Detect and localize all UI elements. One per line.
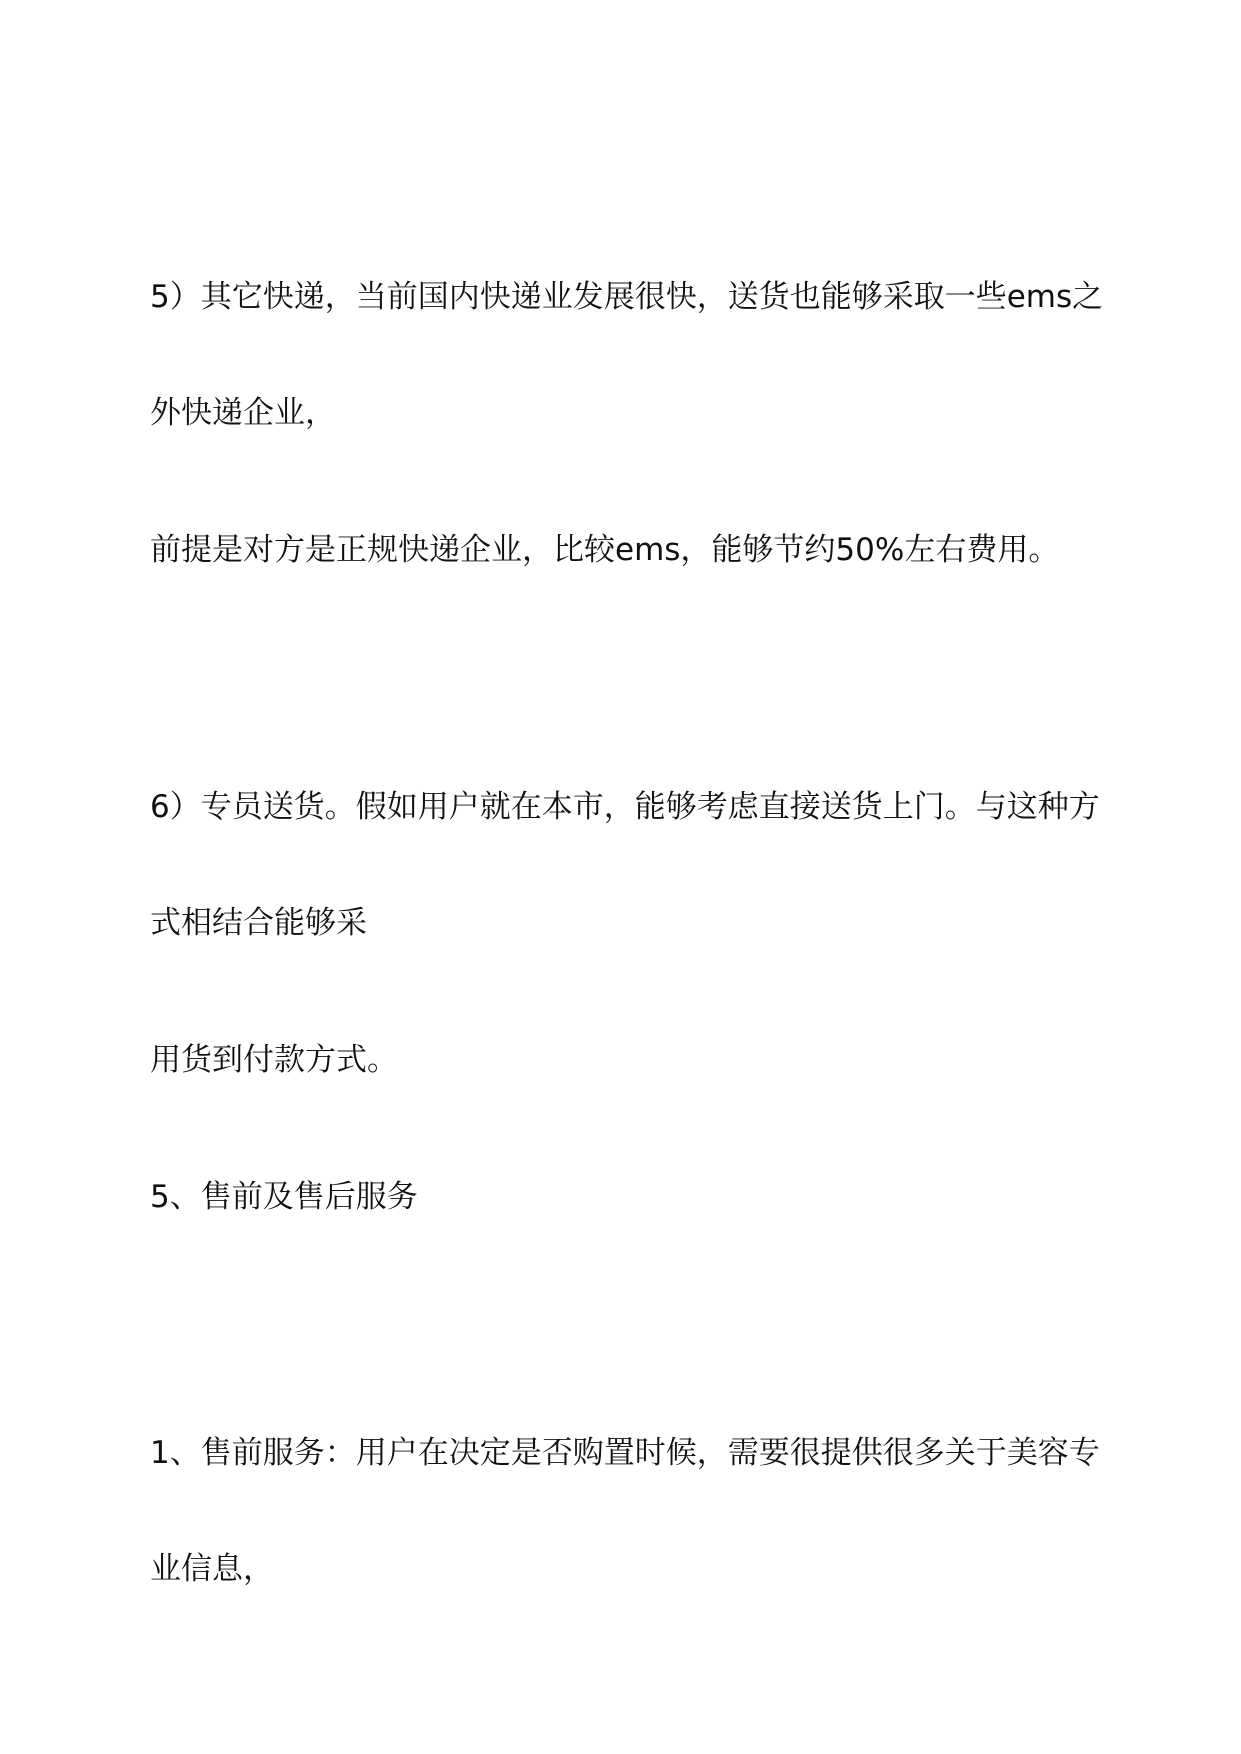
paragraph-line: 业信息， xyxy=(150,1551,274,1587)
paragraph-line: 外快递企业， xyxy=(150,395,336,431)
paragraph-line: 1、售前服务：用户在决定是否购置时候，需要很提供很多关于美容专 xyxy=(150,1435,1100,1471)
section-heading: 5、售前及售后服务 xyxy=(150,1179,418,1215)
paragraph-line: 6）专员送货。假如用户就在本市，能够考虑直接送货上门。与这种方 xyxy=(150,789,1100,825)
paragraph-line: 式相结合能够采 xyxy=(150,905,367,941)
paragraph-line: 用货到付款方式。 xyxy=(150,1042,398,1078)
paragraph-line: 前提是对方是正规快递企业，比较ems，能够节约50%左右费用。 xyxy=(150,532,1060,568)
paragraph-line: 5）其它快递，当前国内快递业发展很快，送货也能够采取一些ems之 xyxy=(150,279,1104,315)
